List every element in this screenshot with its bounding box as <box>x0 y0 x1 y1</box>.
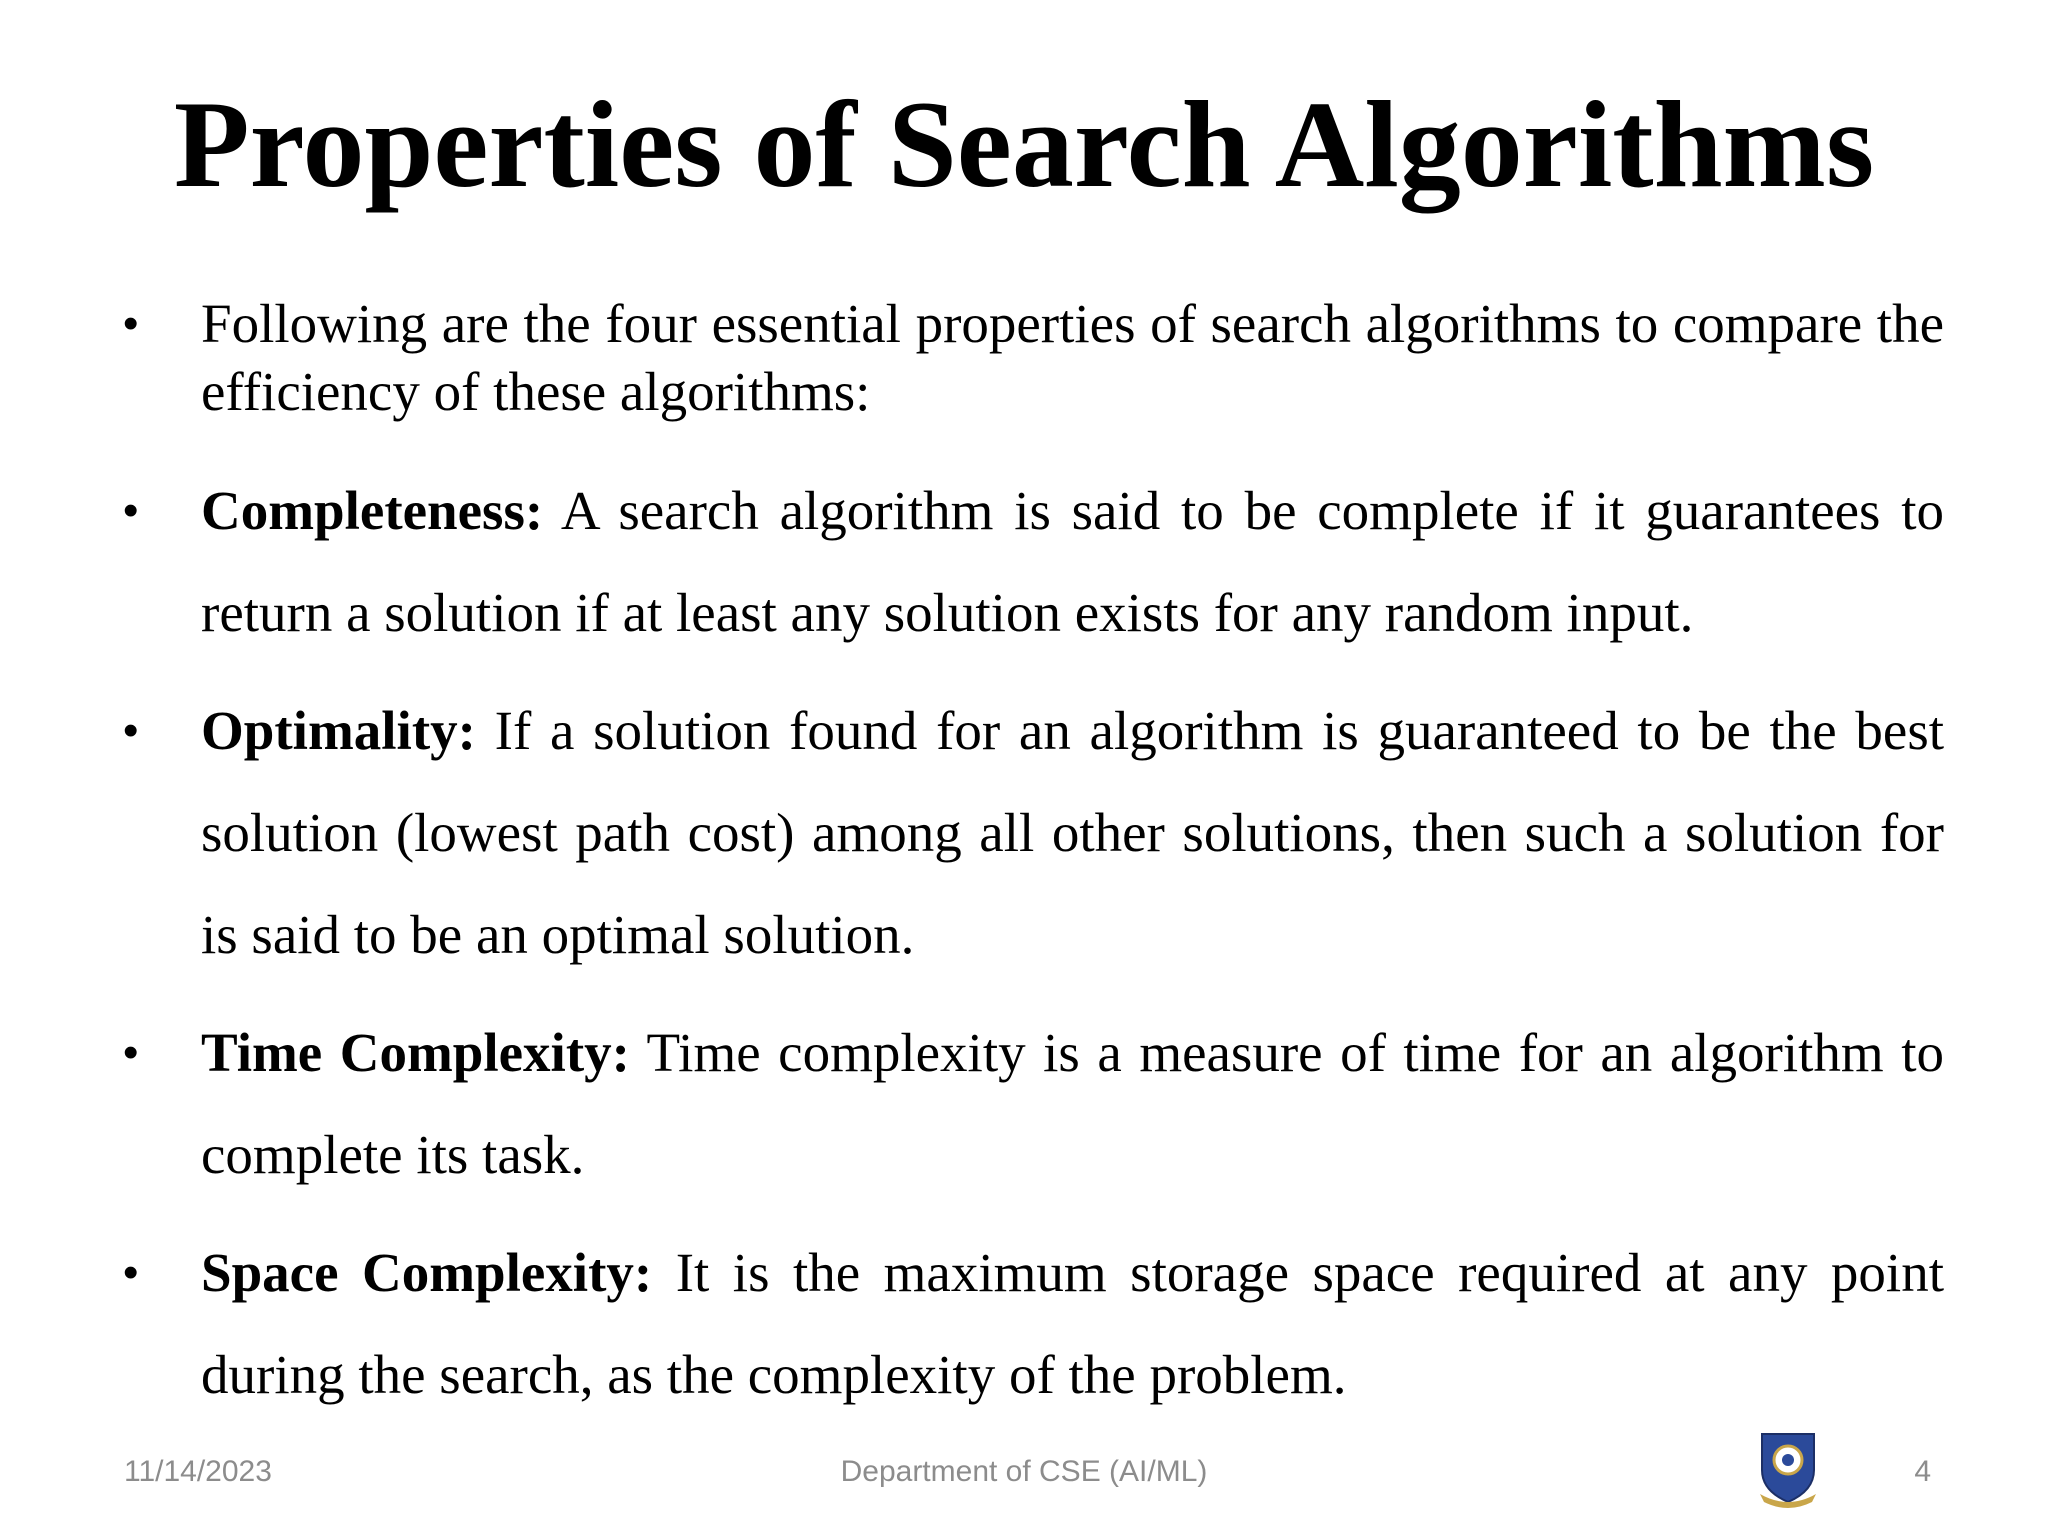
bullet-text: A search algorithm is said to be complete if it guarantees to return a solution if at least any solution exists for any random input. <box>201 480 1944 643</box>
bullet-space-complexity <box>123 1222 1944 1426</box>
bullet-term: Space Complexity: <box>201 1242 653 1303</box>
bullet-dot: • <box>123 486 139 535</box>
bullet-dot: • <box>123 706 139 755</box>
bullet-term: Completeness: <box>201 480 544 541</box>
bullet-optimality <box>123 680 1944 986</box>
bullet-time-complexity <box>123 1002 1944 1206</box>
bullet-dot: • <box>123 1028 139 1077</box>
bullet-text: Time complexity is a measure of time for an algorithm to complete its task. <box>201 1022 1944 1185</box>
bullet-text: Following are the four essential properties of search algorithms to compare the efficiency of these algorithms: <box>201 293 1944 422</box>
bullet-dot: • <box>123 1248 139 1297</box>
bullet-term: Time Complexity: <box>201 1022 630 1083</box>
footer-department: Department of CSE (AI/ML) <box>840 1455 1208 1488</box>
institution-crest-icon <box>1756 1430 1820 1508</box>
bullet-term: Optimality: <box>201 700 476 761</box>
footer-page-number: 4 <box>1914 1455 1931 1488</box>
bullet-intro <box>123 290 1944 426</box>
footer-date: 11/14/2023 <box>124 1455 272 1488</box>
bullet-text: It is the maximum storage space required at any point during the search, as the complexity of the problem. <box>201 1242 1944 1405</box>
slide-title: Properties of Search Algorithms <box>173 76 1875 213</box>
bullet-text: If a solution found for an algorithm is guaranteed to be the best solution (lowest path cost) among all other solutions, then such a solution for is said to be an optimal solution. <box>201 700 1944 965</box>
bullet-completeness <box>123 460 1944 664</box>
bullet-dot: • <box>123 299 139 348</box>
